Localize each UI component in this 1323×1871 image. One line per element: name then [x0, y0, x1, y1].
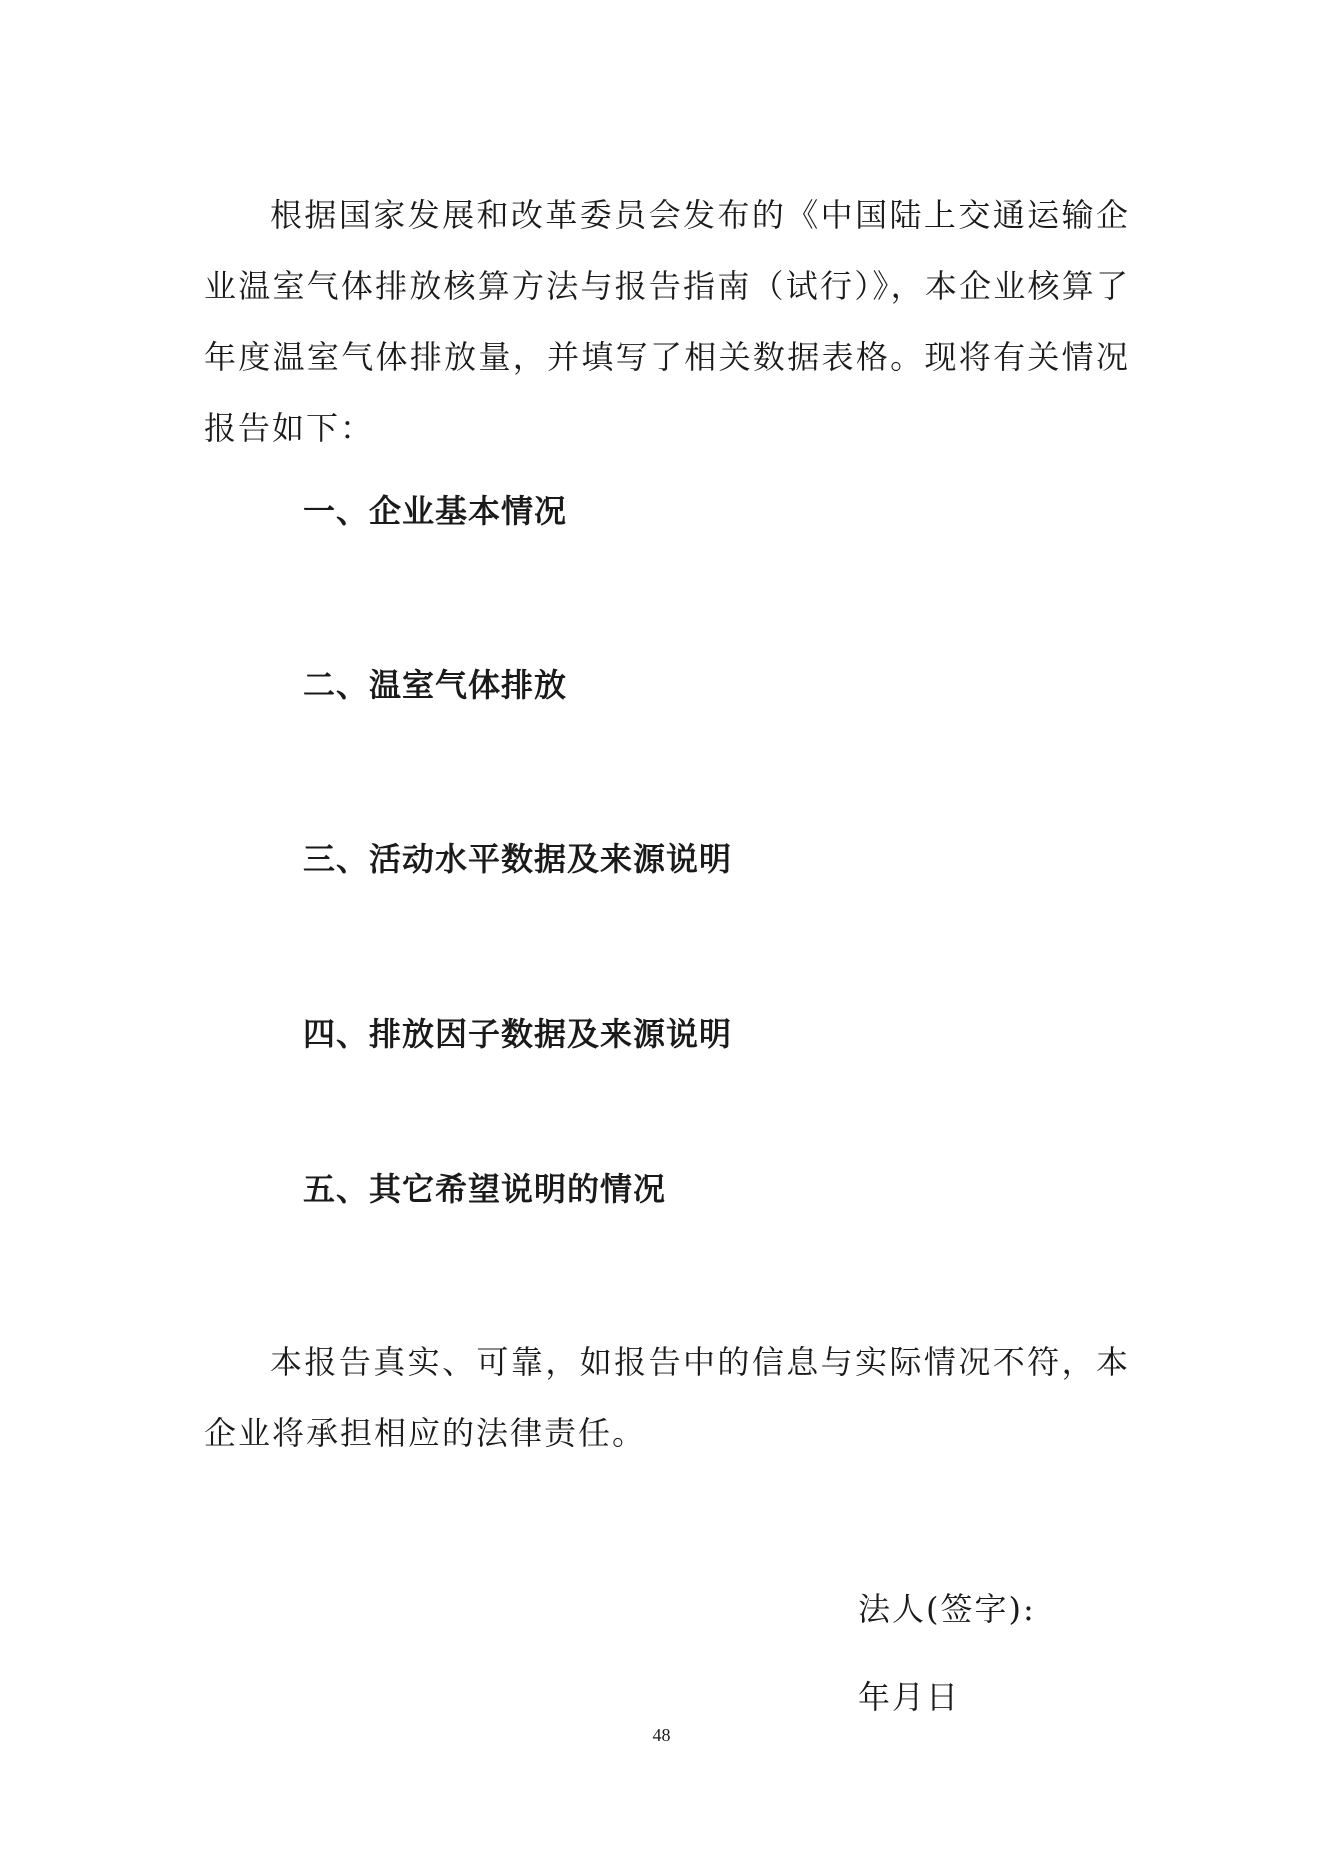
section-heading-other-notes: 五、其它希望说明的情况: [303, 1170, 667, 1208]
page-number: 48: [652, 1725, 671, 1745]
date-label: 年月日: [858, 1678, 961, 1716]
intro-paragraph: 根据国家发展和改革委员会发布的《中国陆上交通运输企业温室气体排放核算方法与报告指南（试行）》，本企业核算了年度温室气体排放量，并填写了相关数据表格。现将有关情况报告如下：: [204, 196, 1130, 447]
section-heading-ghg-emissions: 二、温室气体排放: [303, 666, 568, 704]
section-heading-activity-data: 三、活动水平数据及来源说明: [303, 840, 733, 878]
section-heading-basic-info: 一、企业基本情况: [303, 492, 568, 530]
signature-label: 法人(签字):: [858, 1590, 1036, 1628]
closing-paragraph: 本报告真实、可靠，如报告中的信息与实际情况不符，本企业将承担相应的法律责任。: [204, 1343, 1130, 1452]
section-heading-emission-factors: 四、排放因子数据及来源说明: [303, 1015, 733, 1053]
